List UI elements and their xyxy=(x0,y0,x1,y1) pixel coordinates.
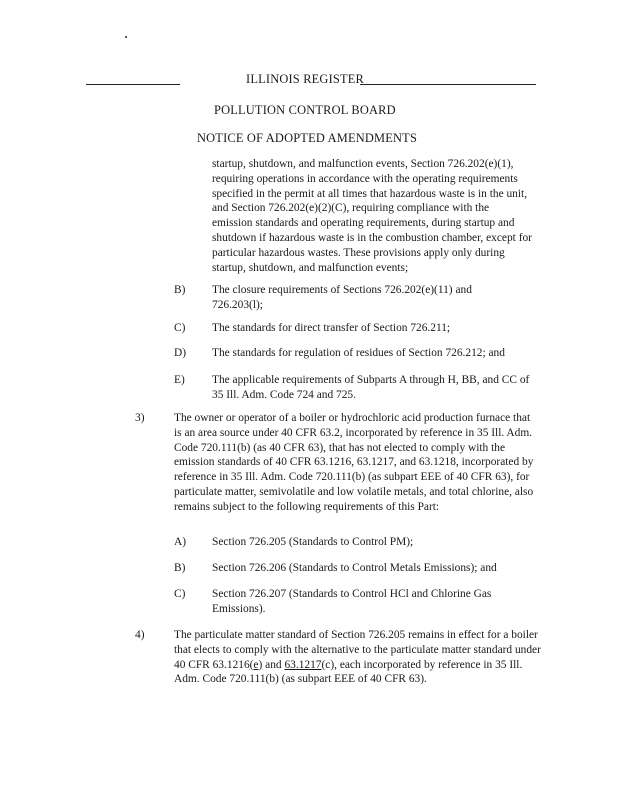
header-rule-left xyxy=(86,84,180,85)
item-3a-label: A) xyxy=(174,536,187,548)
item-e-label: E) xyxy=(174,374,185,386)
register-title: ILLINOIS REGISTER xyxy=(246,72,365,86)
notice-title: NOTICE OF ADOPTED AMENDMENTS xyxy=(197,131,418,145)
item-3c-label: C) xyxy=(174,588,186,600)
item-b-label: B) xyxy=(174,284,186,296)
item-c-label: C) xyxy=(174,322,186,334)
item-3c-text: Section 726.207 (Standards to Control HCl and Chlorine Gas Emissions). xyxy=(212,588,492,615)
item-c-text: The standards for direct transfer of Section 726.211; xyxy=(212,322,451,334)
item-4-label: 4) xyxy=(135,629,145,641)
item-4-text-and: and xyxy=(262,658,285,671)
item-d-label: D) xyxy=(174,347,187,359)
item-e-text: The applicable requirements of Subparts A through H, BB, and CC of 35 Ill. Adm. Code 724 and 725. xyxy=(212,374,530,401)
item-4-underlined-1: (e) xyxy=(249,658,263,671)
item-3-label: 3) xyxy=(135,412,145,424)
item-d-text: The standards for regulation of residues of Section 726.212; and xyxy=(212,347,505,359)
item-3-text: The owner or operator of a boiler or hydrochloric acid production furnace that is an area source under 40 CFR 63.2, incorporated by reference in 35 Ill. Adm. Code 720.111(b) (as 40 CFR 63), that has not elected to comply with the emission standards of 40 CFR 63.1216, 63.1217, and 63.1218, incorporated by reference in 35 Ill. Adm. Code 720.111(b) (as subpart EEE of 40 CFR 63), for particulate matter, semivolatile and low volatile metals, and total chlorine, also remains subject to the following requirements of this Part: xyxy=(174,412,534,513)
board-name: POLLUTION CONTROL BOARD xyxy=(214,103,396,117)
item-3b-label: B) xyxy=(174,562,186,574)
continuation-paragraph: startup, shutdown, and malfunction events, Section 726.202(e)(1), requiring operations in accordance with the operating requirements specified in the permit at all times that hazardous waste is in the unit, and Section 726.202(e)(2)(C), requiring compliance with the emission standards and operating requirements, during startup and shutdown if hazardous waste is in the combustion chamber, except for particular hazardous wastes. These provisions apply only during startup, shutdown, and malfunction events; xyxy=(212,158,532,274)
scan-speck xyxy=(125,36,127,38)
item-4-text-after: (c), each incorporated by reference in 35 Ill. Adm. Code 720.111(b) (as subpart EEE of 40 CFR 63). xyxy=(174,658,523,686)
item-b-text: The closure requirements of Sections 726.202(e)(11) and 726.203(l); xyxy=(212,284,472,311)
item-4-text xyxy=(174,628,544,687)
item-3a-text: Section 726.205 (Standards to Control PM); xyxy=(212,536,414,548)
item-4-text-before: The particulate matter standard of Section 726.205 remains in effect for a boiler that elects to comply with the alternative to the particulate matter standard under 40 CFR 63.1216 xyxy=(174,629,541,671)
item-4-underlined-2: 63.1217 xyxy=(284,658,322,671)
item-3b-text: Section 726.206 (Standards to Control Metals Emissions); and xyxy=(212,562,497,574)
header-rule-right xyxy=(360,84,536,85)
